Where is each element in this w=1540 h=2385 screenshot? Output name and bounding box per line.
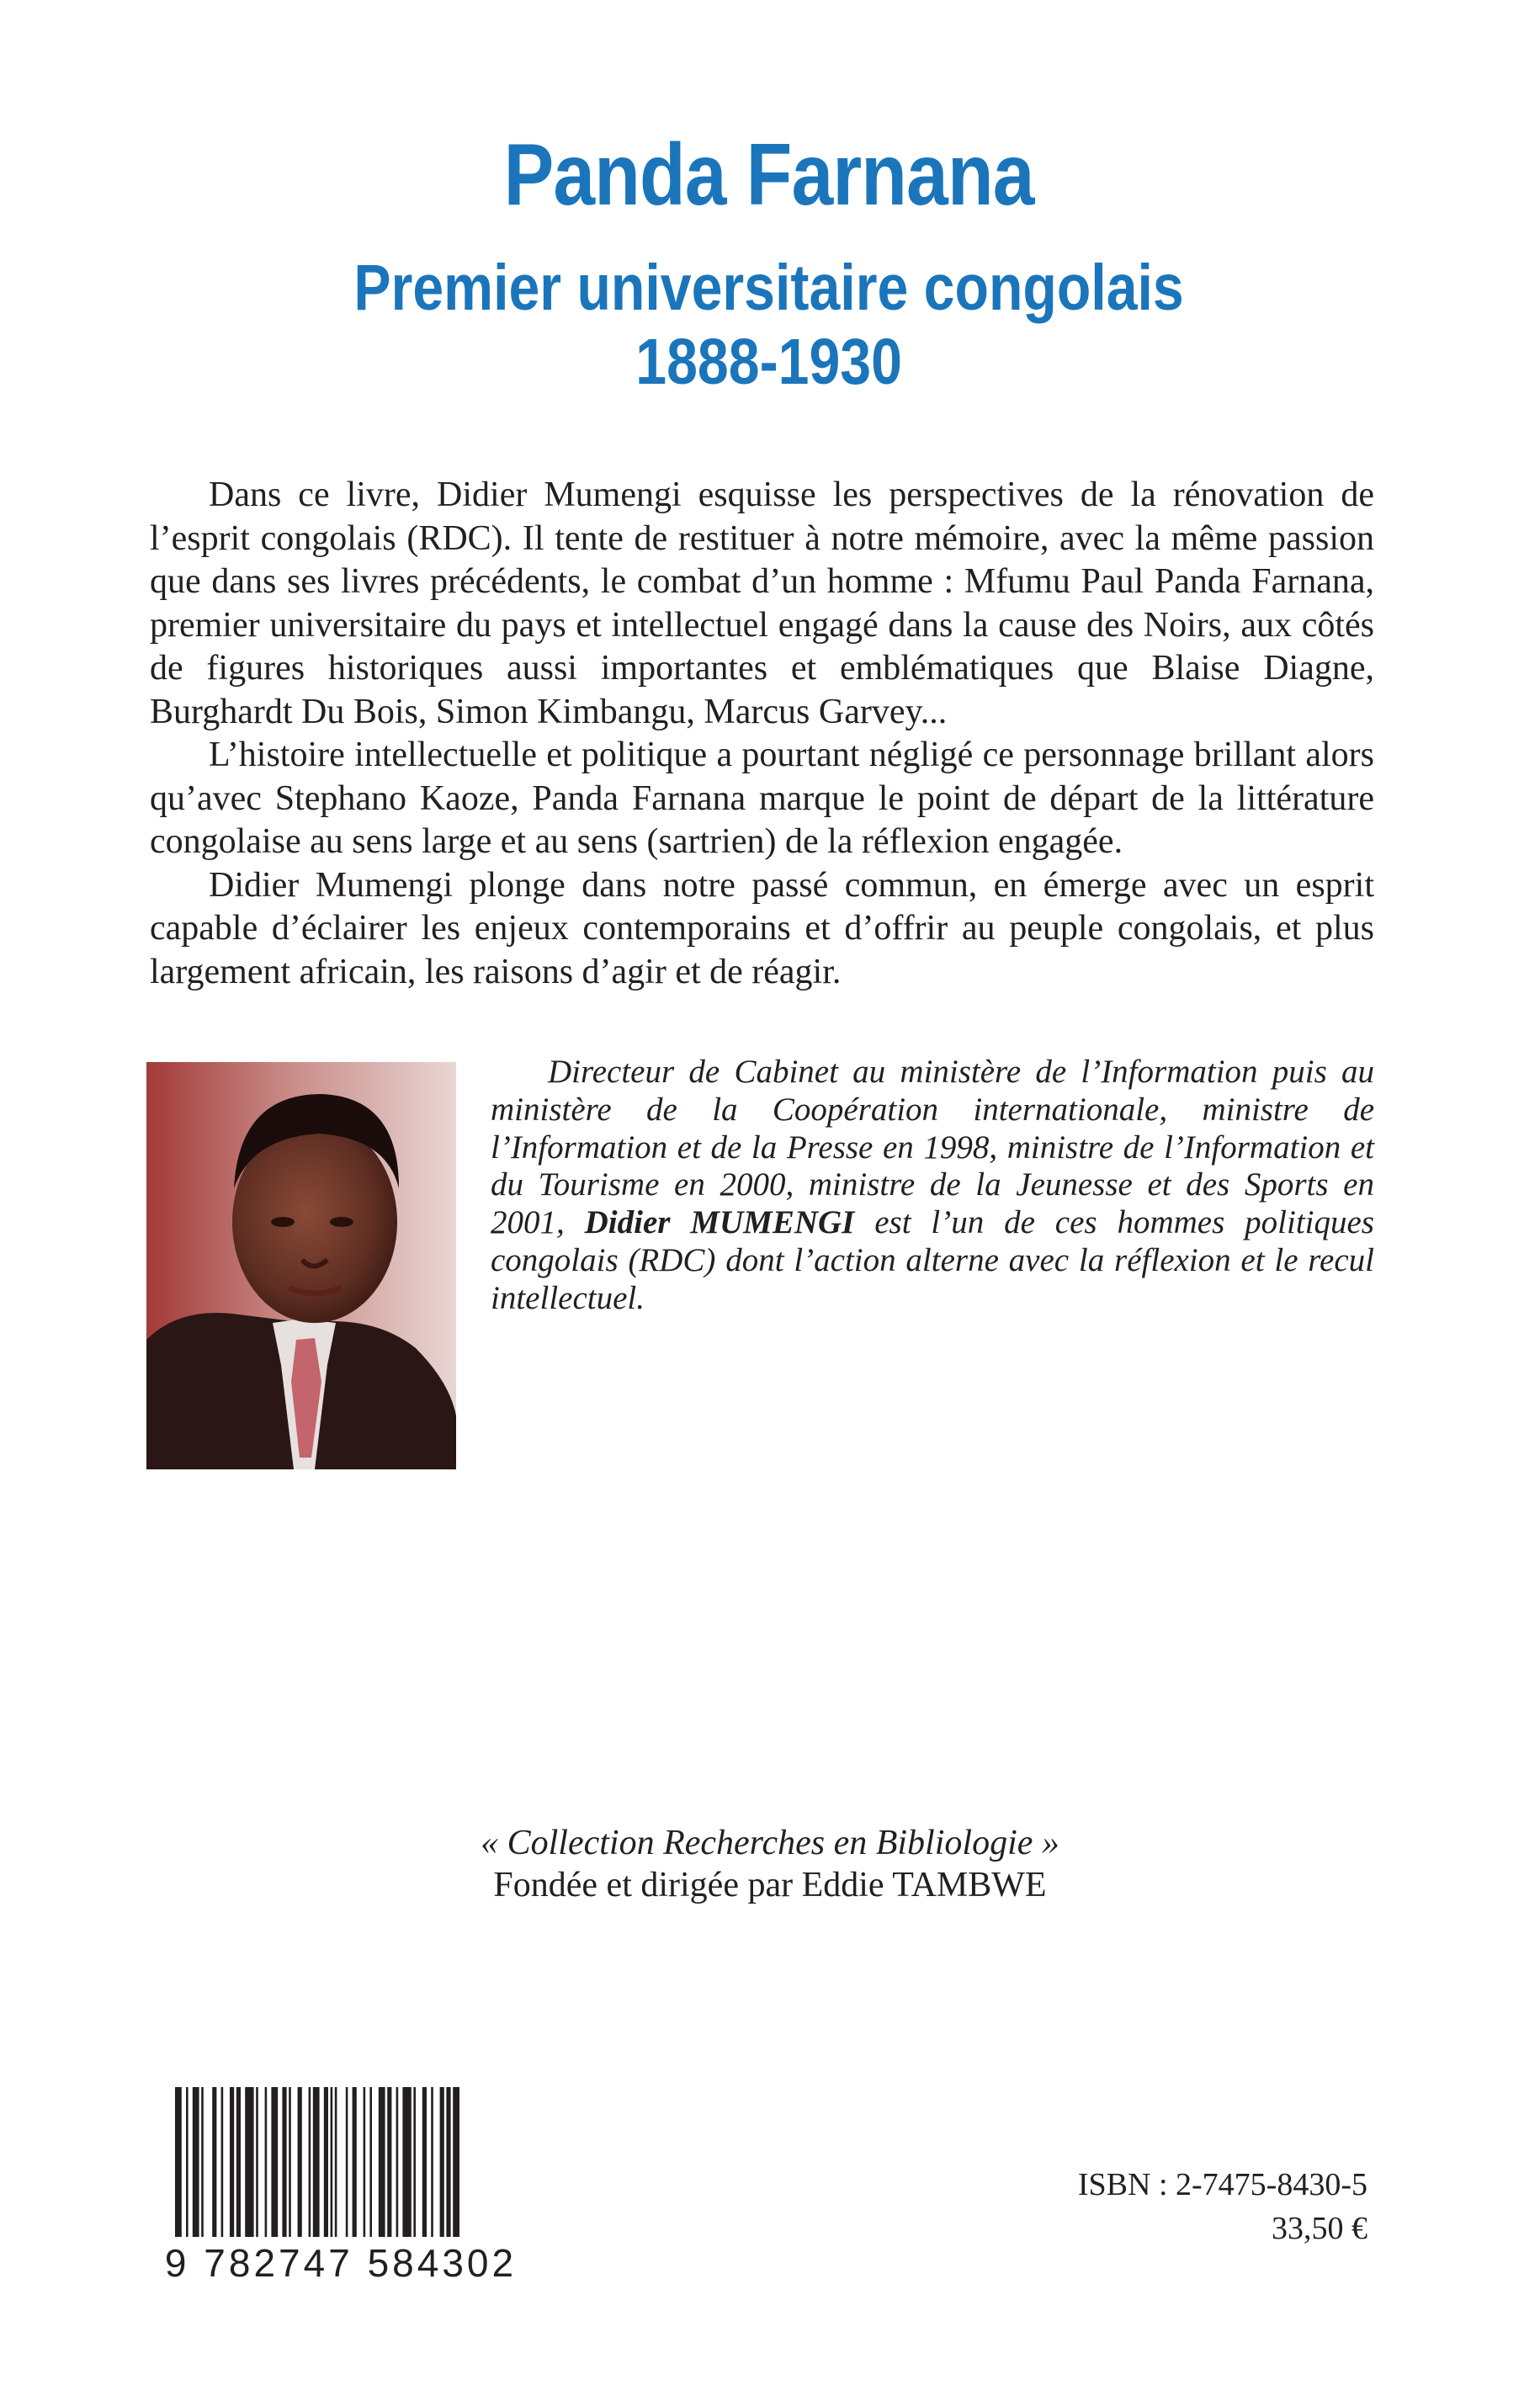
barcode-bar [221,2087,224,2237]
barcode-bar [186,2087,189,2237]
barcode-bar [353,2087,357,2237]
barcode-bar [331,2087,333,2237]
collection-editor: Fondée et dirigée par Eddie TAMBWE [493,1866,1047,1904]
barcode-bar [298,2087,302,2237]
barcode-bar [422,2087,427,2237]
summary-paragraph: Dans ce livre, Didier Mumengi esquisse les perspectives de la rénovation de l’esprit congolais (RDC). Il tente de restituer à notre mémoire, avec la même passion que dans ses livres précédents, le combat d’un homme : Mfumu Paul Panda Farnana, premier universitaire du pays et intellectuel engagé dans la cause des Noirs, aux côtés de figures historiques aussi importantes et emblématiques que Blaise Diagne, Burghardt Du Bois, Simon Kimbangu, Marcus Garvey... [150,475,1374,731]
barcode-bar [396,2087,399,2237]
bio-text: Directeur de Cabinet au ministère de l’Information puis au ministère de la Coopération internationale, ministre de l’Information et de la Presse en 1998, ministre de l’Information et du Tourisme en 2000, ministre de la Jeunesse et des Sports en 2001, [491,1054,1374,1241]
barcode-bar [346,2087,348,2237]
barcode-bar [212,2087,216,2237]
barcode-bar [236,2087,241,2237]
barcode-bar [402,2087,411,2237]
barcode-digits: 9 782747 584302 [164,2241,518,2282]
barcode-bar [387,2087,391,2237]
barcode-bar [230,2087,234,2237]
barcode-bar [324,2087,328,2237]
price: 33,50 € [1272,2211,1367,2246]
barcode-bar [313,2087,320,2237]
author-photo [146,1062,456,1469]
barcode-bar [379,2087,385,2237]
barcode-bar [271,2087,278,2237]
barcode-bar [446,2087,450,2237]
barcode-bar [364,2087,366,2237]
barcode-bar [309,2087,311,2237]
book-title: Panda Farnana [503,126,1034,224]
collection-name: « Collection Recherches en Bibliologie » [481,1824,1059,1862]
barcode [143,2087,539,2282]
author-name: Didier MUMENGI [584,1204,855,1241]
summary-paragraph: L’histoire intellectuelle et politique a pourtant négligé ce personnage brillant alors qu’avec Stephano Kaoze, Panda Farnana marque le point de départ de la littérature congolaise au sens large et au sens (sartrien) de la réflexion engagée. [150,736,1374,861]
book-dates: 1888-1930 [635,326,902,398]
collection-info [0,1822,1540,1906]
barcode-bar [193,2087,199,2237]
barcode-bar [256,2087,258,2237]
isbn-price [1078,2163,1367,2250]
barcode-bar [431,2087,433,2237]
barcode-bar [265,2087,268,2237]
barcode-bar [245,2087,253,2237]
barcode-bar [289,2087,291,2237]
barcode-bar [282,2087,286,2237]
author-bio [491,1054,1374,1318]
barcode-bar [201,2087,204,2237]
book-summary [150,474,1374,994]
barcode-bar [335,2087,337,2237]
bio-text: est l’un de ces hommes politiques congolais (RDC) dont l’action alterne avec la réflexion et le recul intellectuel. [491,1204,1374,1316]
barcode-bar [369,2087,372,2237]
summary-paragraph: Didier Mumengi plonge dans notre passé commun, en émerge avec un esprit capable d’éclairer les enjeux contemporains et d’offrir au peuple congolais, et plus largement africain, les raisons d’agir et de réagir. [150,865,1374,991]
barcode-bar [413,2087,416,2237]
barcode-bar [453,2087,459,2237]
book-subtitle: Premier universitaire congolais [353,252,1184,324]
isbn-number: ISBN : 2-7475-8430-5 [1077,2167,1367,2202]
barcode-bar [175,2087,182,2237]
barcode-bar [440,2087,444,2237]
